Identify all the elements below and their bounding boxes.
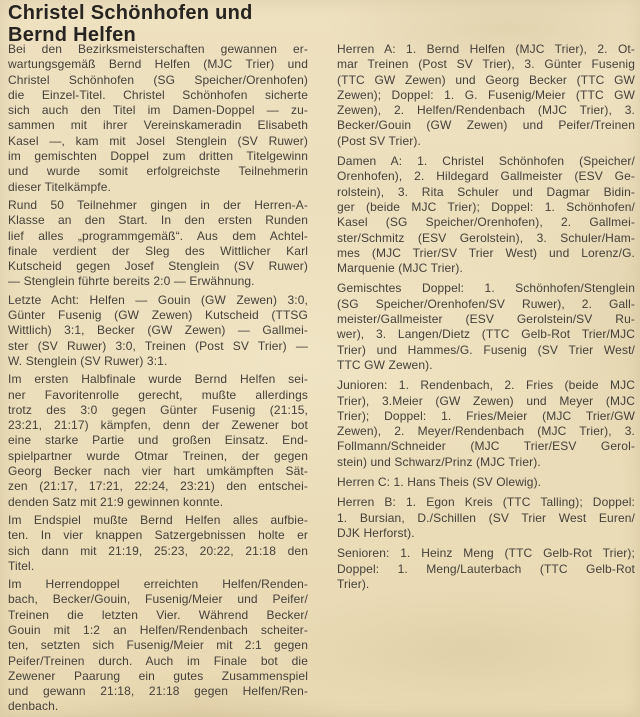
article-paragraph — [337, 475, 635, 490]
text-line: Wittlich) 3:1, Becker (GW Zewen) — Gallmei- — [8, 323, 308, 338]
headline-line-1: Christel Schönhofen und — [8, 2, 253, 24]
text-line: Marquenie (MJC Trier). — [337, 261, 463, 276]
text-line: und gewann 21:18, 21:18 gegen Helfen/Ren- — [8, 684, 308, 699]
text-line: TTC GW Zewen). — [337, 357, 433, 372]
text-line: Herren C: 1. Hans Theis (SV Olewig). — [337, 475, 542, 490]
text-line: finale verdient der Sleg des Wittlicher Karl — [8, 243, 308, 258]
text-line: Rund 50 Teilnehmer gingen in der Herren-A- — [8, 197, 308, 212]
text-line: ster/Schmitz (ESV Gerolstein), 3. Schuler/Ham- — [337, 230, 635, 245]
text-line: Im Endspiel mußte Bernd Helfen alles aufbie- — [8, 512, 308, 527]
article-paragraph — [8, 293, 308, 369]
text-line: rolstein), 3. Rita Schuler und Dagmar Bidin- — [337, 184, 635, 199]
text-line: Kutscheid gegen Josef Stenglein (SV Ruwer) — [8, 259, 308, 274]
text-line: sammen mit ihrer Vereinskameradin Elisabeth — [8, 118, 308, 133]
text-line: Zewen); Doppel: 1. G. Fusenig/Meier (TTC GW — [337, 87, 635, 102]
text-line: stein) und Schwarz/Prinz (MJC Trier). — [337, 454, 541, 469]
text-line: DJK Herforst). — [337, 525, 415, 540]
text-line: Im Herrendoppel erreichten Helfen/Renden- — [8, 577, 308, 592]
text-line: im gemischten Doppel zum dritten Titelgewinn — [8, 149, 308, 164]
text-line: Senioren: 1. Heinz Meng (TTC Gelb-Rot Trier); — [337, 546, 635, 561]
text-line: 1. Bursian, D./Schillen (SV Trier West Euren/ — [337, 510, 635, 525]
text-line: Titel. — [8, 558, 35, 573]
text-line: Peifer/Treinen durch. Auch im Finale bot die — [8, 653, 308, 668]
text-line: ner Favoritenrolle gerecht, mußte allerdings — [8, 387, 308, 402]
text-line: ster (SV Ruwer) 3:0, Treinen (Post SV Trier) — — [8, 338, 308, 353]
text-line: Günter Fusenig (GW Zewen) Kutscheid (TTSG — [8, 308, 308, 323]
text-line: Georg Becker nach vier hart umkämpften Sät- — [8, 464, 308, 479]
text-line: wer), 3. Langen/Dietz (TTC Gelb-Rot Trier/MJC — [337, 327, 635, 342]
text-line: (SG Speicher/Orenhofen/SV Ruwer), 2. Gall- — [337, 296, 635, 311]
text-line: die Einzel-Titel. Christel Schönhofen sicherte — [8, 87, 308, 102]
text-line: Im ersten Halbfinale wurde Bernd Helfen sei- — [8, 372, 308, 387]
text-line: wartungsgemäß Bernd Helfen (MJC Trier) und — [8, 57, 308, 72]
text-line: denden Satz mit 21:9 gewinnen konnte. — [8, 494, 224, 509]
text-line: Zewen), 2. Helfen/Rendenbach (MJC Trier), 3. — [337, 103, 635, 118]
text-line: Klasse an den Start. In den ersten Runden — [8, 213, 308, 228]
text-line: trotz des 3:0 gegen Günter Fusenig (21:15, — [8, 402, 308, 417]
text-line: lief alles „programmgemäß“. Aus dem Achtel- — [8, 228, 308, 243]
headline-line-2: Bernd Helfen — [8, 23, 137, 46]
text-line: Kasel (SG Speicher/Orenhofen), 2. Gallmei- — [337, 215, 635, 230]
text-line: Treinen die letzten Vier. Während Becker/ — [8, 607, 308, 622]
text-line: Follmann/Schneider (MJC Trier/ESV Gerol- — [337, 439, 635, 454]
text-line: Gouin mit 1:2 an Helfen/Rendenbach scheiter- — [8, 622, 308, 637]
text-line: sich dann mit 21:19, 25:23, 20:22, 21:18 den — [8, 543, 308, 558]
article-column-right — [337, 42, 635, 592]
text-line: ten. In vier knappen Satzergebnissen holte er — [8, 528, 308, 543]
article-paragraph — [337, 378, 635, 470]
text-line: Gemischtes Doppel: 1. Schönhofen/Stenglein — [337, 281, 635, 296]
article-paragraph — [8, 372, 308, 510]
text-line: Zewen), 2. Meyer/Rendenbach (MJC Trier), 3. — [337, 424, 635, 439]
text-line: dieser Titelkämpfe. — [8, 179, 111, 194]
article-paragraph — [337, 42, 635, 149]
article-paragraph — [337, 546, 635, 592]
text-line: mes (MJC Trier/SV Trier West) und Lorenz/G. — [337, 245, 635, 260]
article-paragraph — [8, 42, 308, 195]
text-line: Orenhofen), 2. Hildegard Gallmeister (ESV Ge- — [337, 169, 635, 184]
text-line: Kasel —, kam mit Josel Stenglein (SV Ruwer) — [8, 133, 308, 148]
article-paragraph — [337, 495, 635, 541]
article-paragraph — [8, 198, 308, 290]
text-line: spielpartner wurde Otmar Treinen, der gegen — [8, 448, 308, 463]
article-paragraph — [8, 513, 308, 574]
text-line: Trier) und Hammes/G. Fusenig (SV Trier West/ — [337, 342, 635, 357]
text-line: mar Treinen (Post SV Trier), 3. Günter Fusenig — [337, 57, 635, 72]
text-line: Christel Schönhofen (SG Speicher/Orenhofen) — [8, 72, 308, 87]
text-line: bach, Becker/Gouin, Fusenig/Meier und Peifer/ — [8, 592, 308, 607]
text-line: Junioren: 1. Rendenbach, 2. Fries (beide MJC — [337, 378, 635, 393]
text-line: Herren B: 1. Egon Kreis (TTC Talling); Doppel: — [337, 495, 635, 510]
text-line: 23:21, 21:17) kämpfen, denn der Zewener bot — [8, 418, 308, 433]
text-line: zen (21:17, 17:21, 22:24, 23:21) den entschei- — [8, 479, 308, 494]
text-line: sich auch den Titel im Damen-Doppel — zu- — [8, 103, 308, 118]
text-line: Becker/Gouin (GW Zewen) und Peifer/Treinen — [337, 118, 635, 133]
article-headline — [8, 3, 308, 46]
article-paragraph — [337, 281, 635, 373]
text-line: eine starke Partie und großen Einsatz. End- — [8, 433, 308, 448]
text-line: ten, setzten sich Fusenig/Meier mit 2:1 gegen — [8, 638, 308, 653]
text-line: denbach. — [8, 699, 59, 714]
text-line: ger (beide MJC Trier); Doppel: 1. Schönhofen/ — [337, 199, 635, 214]
article-column-left — [8, 42, 308, 715]
text-line: Doppel: 1. Meng/Lauterbach (TTC Gelb-Rot — [337, 561, 635, 576]
text-line: Zewener Paarung ein gutes Zusammenspiel — [8, 668, 308, 683]
article-paragraph — [8, 577, 308, 715]
text-line: — Stenglein führte bereits 2:0 — Erwähnung. — [8, 274, 255, 289]
text-line: Damen A: 1. Christel Schönhofen (Speicher/ — [337, 154, 635, 169]
text-line: (Post SV Trier). — [337, 133, 421, 148]
text-line: (TTC GW Zewen) und Georg Becker (TTC GW — [337, 72, 635, 87]
text-line: Bei den Bezirksmeisterschaften gewannen er- — [8, 42, 308, 56]
text-line: Letzte Acht: Helfen — Gouin (GW Zewen) 3:0, — [8, 292, 308, 307]
text-line: meister/Gallmeister (ESV Gerolstein/SV Ru- — [337, 312, 635, 327]
article-paragraph — [337, 154, 635, 276]
text-line: Trier), 3.Meier (GW Zewen) und Meyer (MJC — [337, 393, 635, 408]
text-line: Herren A: 1. Bernd Helfen (MJC Trier), 2. Ot- — [337, 42, 635, 56]
text-line: Trier); Doppel: 1. Fries/Meier (MJC Trier/GW — [337, 408, 635, 423]
text-line: und wurde somit erfolgreichste Teilnehmerin — [8, 164, 308, 179]
text-line: W. Stenglein (SV Ruwer) 3:1. — [8, 353, 168, 368]
text-line: Trier). — [337, 576, 370, 591]
